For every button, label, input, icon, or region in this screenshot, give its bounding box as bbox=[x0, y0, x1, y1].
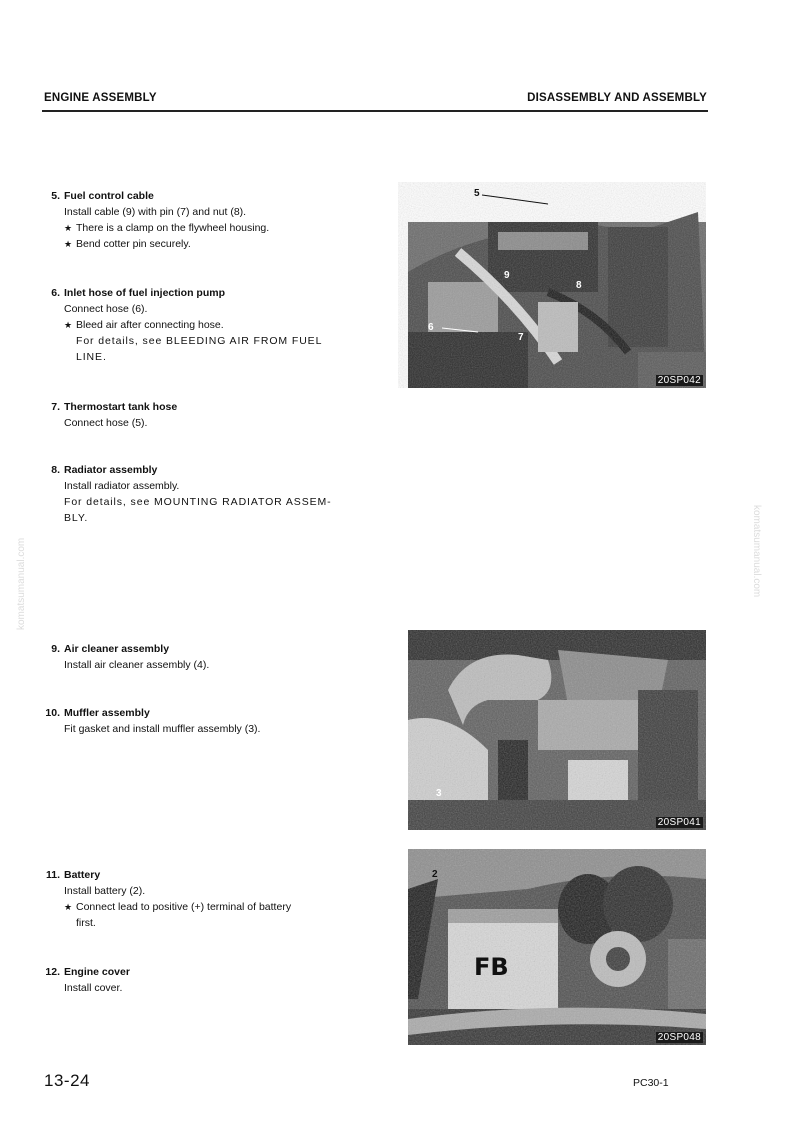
engine-photo-air-cleaner bbox=[408, 630, 706, 830]
step-instruction: Install air cleaner assembly (4). bbox=[64, 659, 210, 671]
step-instruction: Connect hose (5). bbox=[64, 417, 148, 429]
step-detail: LINE. bbox=[76, 351, 107, 363]
step-instruction: Install radiator assembly. bbox=[64, 480, 180, 492]
figure-caption: 20SP042 bbox=[657, 375, 701, 386]
callout-2: 2 bbox=[432, 869, 438, 880]
callout-3: 3 bbox=[436, 788, 442, 799]
step-title: 12. Engine cover bbox=[45, 966, 130, 978]
star-icon: ★ bbox=[64, 320, 73, 330]
step-detail: For details, see MOUNTING RADIATOR ASSEM- bbox=[64, 496, 332, 508]
step-instruction: Fit gasket and install muffler assembly (3). bbox=[64, 723, 261, 735]
step-title: 5. Fuel control cable bbox=[51, 190, 154, 202]
step-9 bbox=[40, 641, 360, 673]
step-instruction: Connect hose (6). bbox=[64, 303, 148, 315]
figure-caption: 20SP048 bbox=[657, 1032, 701, 1043]
callout-9: 9 bbox=[504, 270, 510, 281]
step-10 bbox=[40, 705, 360, 737]
star-icon: ★ bbox=[64, 223, 73, 233]
step-title: 9. Air cleaner assembly bbox=[51, 643, 170, 655]
engine-photo-fuel-lines bbox=[398, 182, 706, 388]
watermark-left: komatsumanual.com bbox=[16, 537, 27, 630]
header-section-title: ENGINE ASSEMBLY bbox=[44, 92, 157, 104]
figure-caption: 20SP041 bbox=[657, 817, 701, 828]
engine-photo-battery bbox=[408, 849, 706, 1045]
step-11 bbox=[40, 867, 360, 931]
header-divider bbox=[42, 110, 708, 112]
step-7 bbox=[40, 399, 360, 431]
battery-label: FB bbox=[474, 953, 509, 981]
step-note: ★ Connect lead to positive (+) terminal of battery bbox=[64, 901, 292, 913]
step-detail: first. bbox=[76, 917, 96, 929]
step-title: 7. Thermostart tank hose bbox=[51, 401, 178, 413]
header-chapter-title: DISASSEMBLY AND ASSEMBLY bbox=[527, 92, 707, 104]
star-icon: ★ bbox=[64, 239, 73, 249]
step-instruction: Install cover. bbox=[64, 982, 123, 994]
step-title: 11. Battery bbox=[45, 869, 101, 881]
step-detail: For details, see BLEEDING AIR FROM FUEL bbox=[76, 335, 323, 347]
callout-8: 8 bbox=[576, 280, 582, 291]
callout-7: 7 bbox=[518, 332, 524, 343]
page-number: 13-24 bbox=[44, 1071, 90, 1090]
step-title: 8. Radiator assembly bbox=[51, 464, 158, 476]
step-title: 10. Muffler assembly bbox=[45, 707, 150, 719]
watermark-right: komatsumanual.com bbox=[751, 505, 762, 598]
callout-6: 6 bbox=[428, 322, 434, 333]
step-note: ★ Bleed air after connecting hose. bbox=[64, 319, 224, 331]
step-note: ★ There is a clamp on the flywheel housing. bbox=[64, 222, 270, 234]
step-12 bbox=[40, 964, 360, 996]
callout-5: 5 bbox=[474, 188, 480, 199]
step-title: 6. Inlet hose of fuel injection pump bbox=[51, 287, 226, 299]
star-icon: ★ bbox=[64, 902, 73, 912]
step-instruction: Install cable (9) with pin (7) and nut (8). bbox=[64, 206, 247, 218]
step-5 bbox=[40, 188, 360, 252]
step-instruction: Install battery (2). bbox=[64, 885, 146, 897]
machine-model: PC30-1 bbox=[633, 1077, 669, 1089]
step-6 bbox=[40, 285, 360, 365]
step-8 bbox=[40, 462, 360, 526]
step-detail: BLY. bbox=[64, 512, 89, 524]
step-note: ★ Bend cotter pin securely. bbox=[64, 238, 191, 250]
